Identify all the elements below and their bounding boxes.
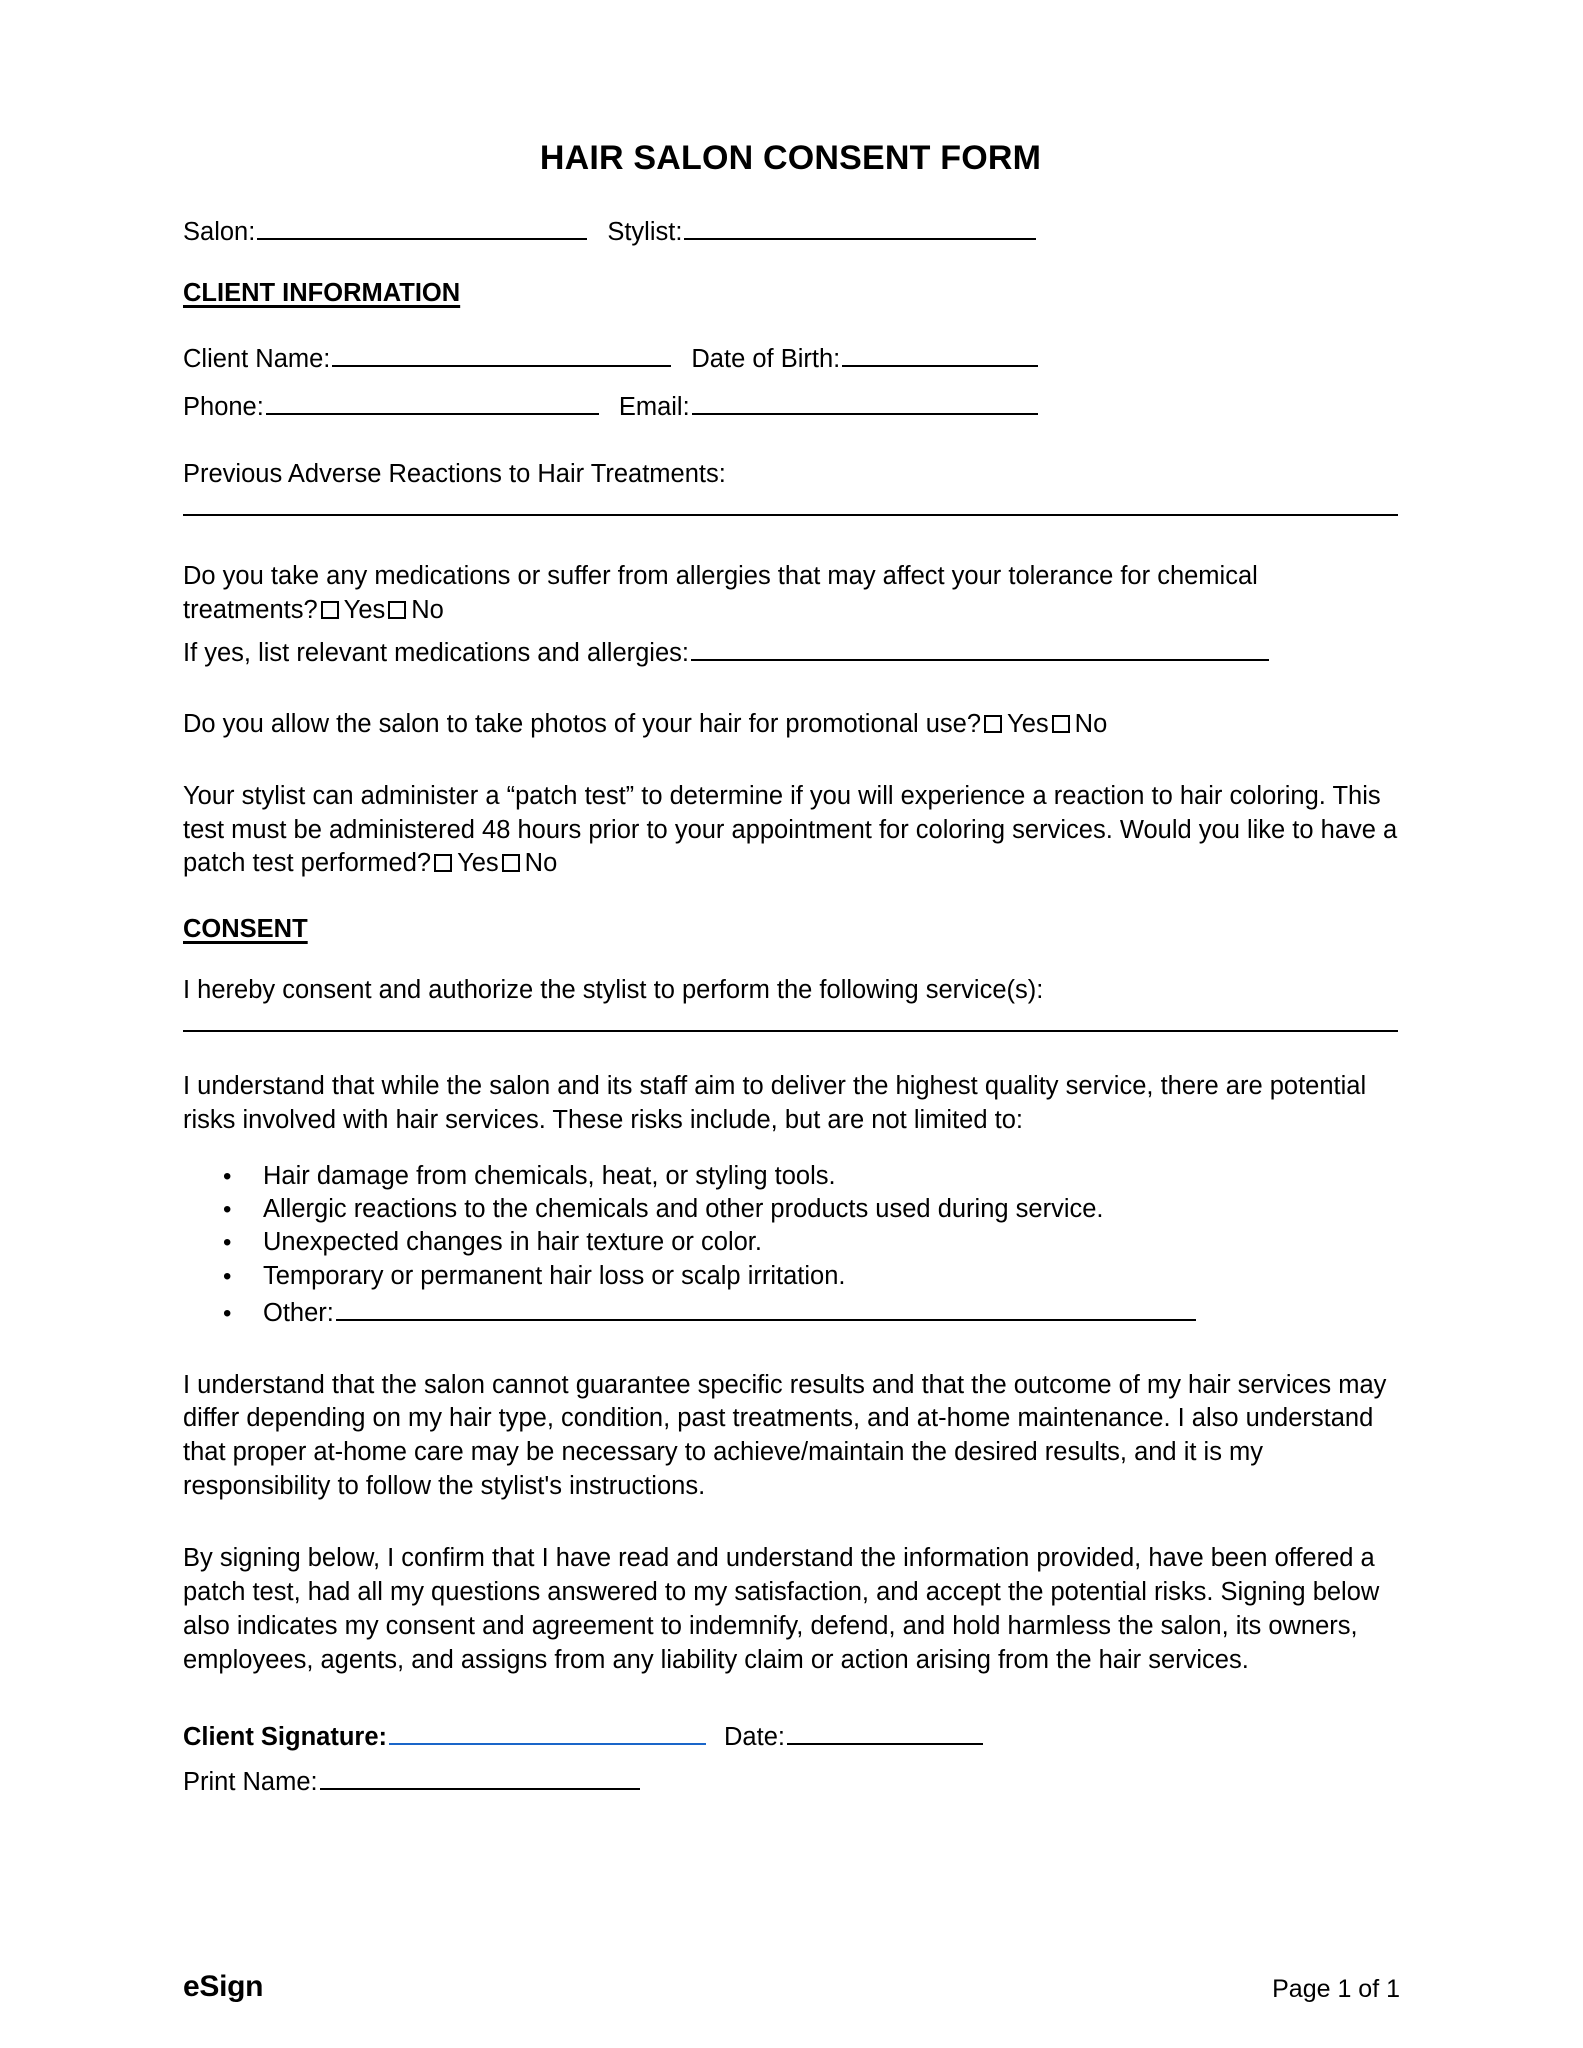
list-item: [183, 1226, 1398, 1259]
signature-date-input-line[interactable]: [787, 1716, 983, 1745]
risk-text: Hair damage from chemicals, heat, or styling tools.: [263, 1162, 836, 1191]
patch-test-no-checkbox[interactable]: [502, 854, 520, 872]
medications-yes-checkbox[interactable]: [321, 601, 339, 619]
photos-yes-label: Yes: [1007, 709, 1049, 738]
client-name-input-line[interactable]: [332, 338, 671, 367]
photos-no-checkbox[interactable]: [1052, 715, 1070, 733]
risk-text: Unexpected changes in hair texture or color.: [263, 1228, 762, 1257]
client-signature-label: Client Signature:: [183, 1722, 388, 1751]
document-body: [183, 0, 1398, 2048]
bullet-icon: •: [223, 1229, 232, 1257]
patch-test-no-label: No: [524, 849, 558, 878]
no-guarantee-text: I understand that the salon cannot guarantee specific results and that the outcome of my hair services may differ depending on my hair type, condition, past treatments, and at-home maintenance. I also understand that proper at-home care may be necessary to achieve/maintain the desired results, and it is my responsibility to follow the stylist's instructions.: [183, 1370, 1387, 1501]
patch-test-text: Your stylist can administer a “patch test” to determine if you will experience a reaction to hair coloring. This test must be administered 48 hours prior to your appointment for coloring services. Would you like to have a patch test performed?: [183, 781, 1398, 878]
photos-no-label: No: [1074, 709, 1108, 738]
other-label: Other:: [263, 1299, 334, 1328]
bullet-icon: •: [223, 1196, 232, 1224]
email-input-line[interactable]: [692, 386, 1038, 415]
medications-yes-label: Yes: [343, 595, 386, 624]
client-signature-input-line[interactable]: [389, 1716, 706, 1745]
list-item-other: [183, 1293, 1398, 1331]
patch-test-question: [183, 780, 1398, 882]
medications-followup-input-line[interactable]: [691, 632, 1269, 661]
stylist-label: Stylist:: [607, 218, 683, 247]
consent-authorize-text: I hereby consent and authorize the stylist to perform the following service(s):: [183, 976, 1044, 1005]
phone-email-row: [183, 386, 1398, 424]
medications-no-checkbox[interactable]: [388, 601, 406, 619]
page-footer: [183, 1970, 1400, 2004]
patch-test-yes-label: Yes: [457, 849, 499, 878]
risks-intro-text: I understand that while the salon and its staff aim to deliver the highest quality service, there are potential risks involved with hair services. These risks include, but are not limited to:: [183, 1072, 1367, 1135]
medications-followup-row: [183, 632, 1398, 670]
other-risk-row: [263, 1293, 1398, 1331]
photos-yes-checkbox[interactable]: [984, 715, 1002, 733]
consent-heading: CONSENT: [183, 915, 308, 944]
phone-label: Phone:: [183, 392, 264, 421]
patch-test-yes-checkbox[interactable]: [434, 854, 452, 872]
print-name-input-line[interactable]: [320, 1762, 640, 1791]
previous-reactions-label: Previous Adverse Reactions to Hair Treatments:: [183, 460, 726, 489]
other-input-line[interactable]: [336, 1293, 1196, 1322]
bullet-icon: •: [223, 1300, 232, 1328]
page-number: Page 1 of 1: [1272, 1975, 1400, 2003]
phone-input-line[interactable]: [266, 386, 599, 415]
bullet-icon: •: [223, 1262, 232, 1290]
medications-no-label: No: [411, 595, 444, 624]
risks-list: [183, 1160, 1398, 1330]
list-item: [183, 1193, 1398, 1226]
print-name-label: Print Name:: [183, 1768, 318, 1797]
date-of-birth-label: Date of Birth:: [691, 345, 841, 374]
client-signature-row: [183, 1716, 1398, 1752]
email-label: Email:: [618, 392, 690, 421]
salon-input-line[interactable]: [257, 211, 587, 240]
client-name-row: [183, 338, 1398, 376]
medications-question: [183, 560, 1398, 628]
client-information-heading: CLIENT INFORMATION: [183, 279, 461, 308]
signing-acknowledgement-text: By signing below, I confirm that I have read and understand the information provided, have been offered a patch test, had all my questions answered to my satisfaction, and accept the potential risks. Signing below also indicates my consent and agreement to indemnify, defend, and hold harmless the salon, its owners, employees, agents, and assigns from any liability claim or action arising from the hair services.: [183, 1544, 1380, 1674]
risk-text: Allergic reactions to the chemicals and other products used during service.: [263, 1195, 1104, 1224]
stylist-input-line[interactable]: [684, 211, 1036, 240]
medications-question-text: Do you take any medications or suffer from allergies that may affect your tolerance for chemical treatments?: [183, 562, 1258, 624]
salon-stylist-row: [183, 211, 1398, 249]
client-name-label: Client Name:: [183, 345, 331, 374]
risk-text: Temporary or permanent hair loss or scalp irritation.: [263, 1261, 846, 1290]
date-of-birth-input-line[interactable]: [842, 338, 1038, 367]
medications-followup-label: If yes, list relevant medications and allergies:: [183, 638, 689, 667]
photos-question: [183, 708, 1398, 742]
salon-label: Salon:: [183, 218, 256, 247]
esign-logo: eSign: [183, 1970, 264, 2003]
signature-date-label: Date:: [724, 1722, 785, 1751]
bullet-icon: •: [223, 1163, 232, 1191]
photos-question-text: Do you allow the salon to take photos of your hair for promotional use?: [183, 709, 982, 738]
list-item: [183, 1160, 1398, 1193]
print-name-row: [183, 1762, 1398, 1798]
list-item: [183, 1260, 1398, 1293]
page-title: HAIR SALON CONSENT FORM: [539, 139, 1042, 177]
